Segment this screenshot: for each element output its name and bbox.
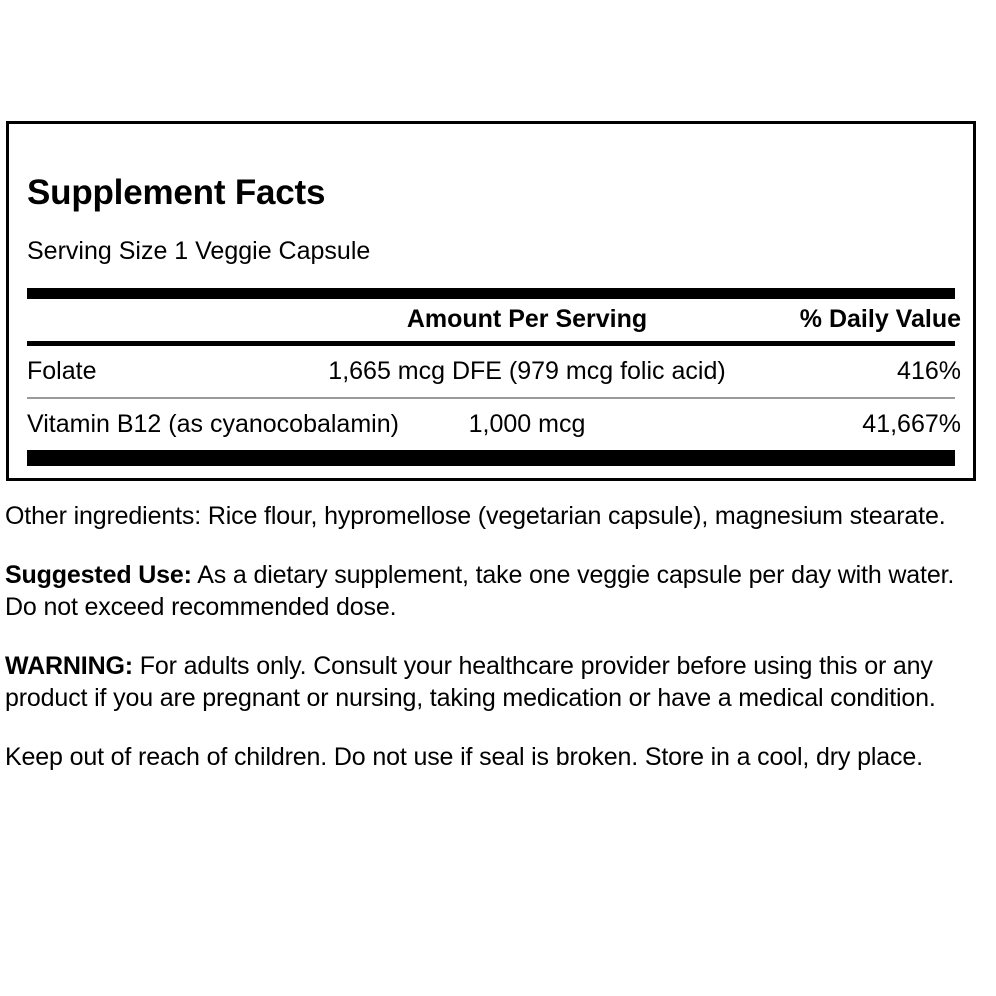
table-row [27, 346, 961, 397]
nutrition-rows [27, 346, 961, 397]
nutrient-name: Vitamin B12 (as cyanocobalamin) [27, 410, 399, 438]
other-ingredients-label: Other ingredients: [5, 502, 202, 530]
nutrient-daily-value: 41,667% [862, 410, 961, 438]
warning-paragraph [5, 650, 975, 714]
other-ingredients-paragraph [5, 500, 975, 532]
warning-text: For adults only. Consult your healthcare provider before using this or any product if you are pregnant or nursing, taking medication or have a medical condition. [5, 652, 936, 712]
nutrient-amount: 1,665 mcg DFE (979 mcg folic acid) [328, 357, 726, 385]
suggested-use-text: As a dietary supplement, take one veggie capsule per day with water. Do not exceed recommended dose. [5, 561, 955, 621]
header-daily-value: % Daily Value [799, 305, 961, 333]
nutrient-amount: 1,000 mcg [468, 410, 586, 438]
rule-thick-top [27, 288, 955, 299]
table-row [27, 399, 961, 450]
nutrient-name: Folate [27, 357, 97, 385]
nutrition-table [27, 299, 961, 341]
header-amount-per-serving: Amount Per Serving [406, 305, 648, 333]
supplement-facts-panel [6, 121, 976, 481]
suggested-use-label: Suggested Use: [5, 561, 192, 589]
header-spacer [27, 299, 257, 341]
suggested-use-paragraph [5, 559, 975, 623]
storage-paragraph [5, 741, 975, 773]
storage-text: Keep out of reach of children. Do not use if seal is broken. Store in a cool, dry place. [5, 743, 923, 771]
nutrition-rows-2 [27, 399, 961, 450]
rule-thick-bottom [27, 450, 955, 466]
other-ingredients-text: Rice flour, hypromellose (vegetarian capsule), magnesium stearate. [201, 502, 946, 530]
page-title: Supplement Facts [27, 173, 326, 212]
nutrient-daily-value: 416% [897, 357, 961, 385]
table-header-row [27, 299, 961, 341]
label-body-copy [5, 500, 975, 773]
warning-label: WARNING: [5, 652, 133, 680]
serving-size-text: Serving Size 1 Veggie Capsule [27, 237, 371, 265]
